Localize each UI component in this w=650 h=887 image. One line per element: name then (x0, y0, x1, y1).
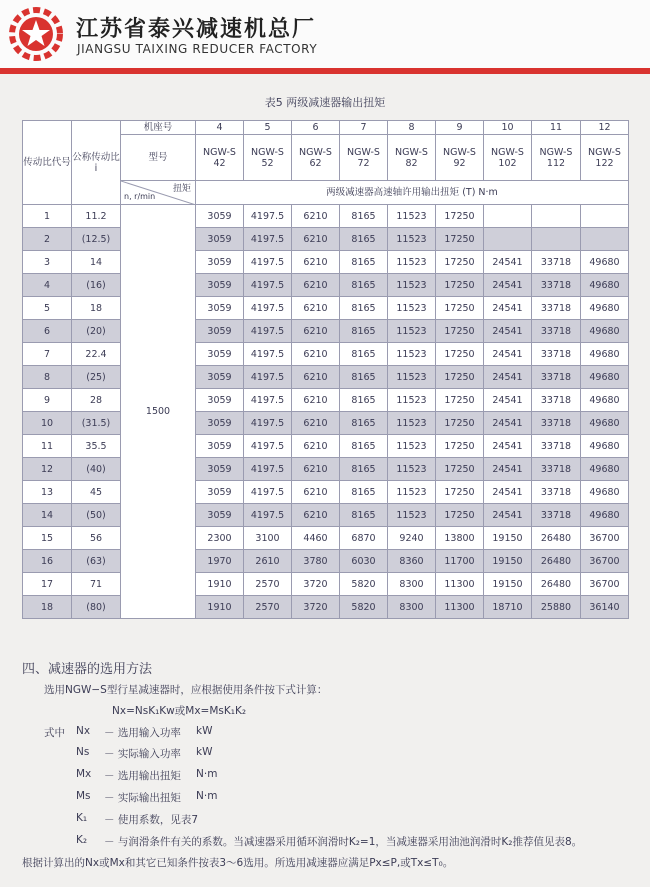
torque-value-cell: 6210 (292, 458, 340, 481)
torque-value-cell: 8165 (340, 366, 388, 389)
torque-value-cell: 6210 (292, 320, 340, 343)
nominal-ratio-cell: (31.5) (72, 412, 121, 435)
header-nominal-ratio: 公称传动比i (72, 121, 121, 205)
nominal-ratio-cell: (63) (72, 550, 121, 573)
def-unit: kW (196, 746, 213, 758)
torque-value-cell: 4197.5 (244, 297, 292, 320)
torque-value-cell: 49680 (581, 274, 629, 297)
torque-value-cell: 4197.5 (244, 458, 292, 481)
torque-value-cell: 2300 (196, 527, 244, 550)
torque-value-cell: 11523 (388, 435, 436, 458)
header-divider (0, 68, 650, 74)
torque-value-cell: 3720 (292, 596, 340, 619)
torque-value-cell: 18710 (484, 596, 532, 619)
torque-value-cell: 17250 (436, 251, 484, 274)
ratio-code-cell: 18 (23, 596, 72, 619)
torque-value-cell: 6210 (292, 297, 340, 320)
ratio-code-cell: 4 (23, 274, 72, 297)
ratio-code-cell: 8 (23, 366, 72, 389)
selection-intro: 选用NGW−S型行星减速器时，应根据使用条件按下式计算： (44, 684, 328, 696)
torque-value-cell: 24541 (484, 412, 532, 435)
torque-value-cell: 11523 (388, 481, 436, 504)
torque-value-cell: 3059 (196, 228, 244, 251)
torque-value-cell: 24541 (484, 320, 532, 343)
torque-value-cell: 33718 (532, 412, 581, 435)
torque-value-cell: 33718 (532, 435, 581, 458)
header-torque-speed-diagonal (121, 181, 196, 205)
torque-value-cell: 3059 (196, 205, 244, 228)
torque-value-cell: 17250 (436, 297, 484, 320)
ratio-code-cell: 15 (23, 527, 72, 550)
nominal-ratio-cell: 14 (72, 251, 121, 274)
table-row (23, 573, 629, 596)
nominal-ratio-cell: 56 (72, 527, 121, 550)
torque-value-cell: 3780 (292, 550, 340, 573)
torque-value-cell: 4197.5 (244, 389, 292, 412)
torque-value-cell: 11523 (388, 205, 436, 228)
torque-value-cell: 6210 (292, 251, 340, 274)
table-row (23, 504, 629, 527)
torque-value-cell: 11700 (436, 550, 484, 573)
torque-value-cell: 3059 (196, 504, 244, 527)
torque-value-cell: 24541 (484, 435, 532, 458)
torque-value-cell: 25880 (532, 596, 581, 619)
model-cell: NGW-S102 (484, 135, 532, 181)
torque-value-cell: 11523 (388, 389, 436, 412)
nominal-ratio-cell: 71 (72, 573, 121, 596)
torque-table (22, 120, 629, 619)
table-row (23, 596, 629, 619)
frame-cell: 9 (436, 121, 484, 135)
ratio-code-cell: 6 (23, 320, 72, 343)
table-row (23, 205, 629, 228)
def-text: － 使用系数，见表7 (104, 814, 199, 826)
def-symbol: Ns (76, 746, 90, 758)
torque-value-cell: 3059 (196, 320, 244, 343)
nominal-ratio-cell: (40) (72, 458, 121, 481)
torque-value-cell: 4197.5 (244, 412, 292, 435)
torque-value-cell: 8165 (340, 205, 388, 228)
company-name-cn: 江苏省泰兴减速机总厂 (76, 17, 317, 42)
torque-value-cell: 36140 (581, 596, 629, 619)
torque-value-cell: 3059 (196, 481, 244, 504)
torque-value-cell: 24541 (484, 251, 532, 274)
torque-value-cell: 24541 (484, 366, 532, 389)
factory-gear-logo-icon (8, 6, 64, 62)
torque-value-cell: 4197.5 (244, 274, 292, 297)
torque-value-cell: 24541 (484, 481, 532, 504)
torque-value-cell: 4197.5 (244, 228, 292, 251)
header-model-label: 型号 (121, 135, 196, 181)
torque-value-cell: 24541 (484, 458, 532, 481)
model-cell: NGW-S112 (532, 135, 581, 181)
torque-value-cell: 17250 (436, 274, 484, 297)
torque-value-cell: 1910 (196, 596, 244, 619)
torque-value-cell: 17250 (436, 481, 484, 504)
torque-value-cell: 6030 (340, 550, 388, 573)
torque-value-cell: 6870 (340, 527, 388, 550)
torque-value-cell: 19150 (484, 573, 532, 596)
speed-label: n, r/min (124, 192, 156, 201)
torque-value-cell: 9240 (388, 527, 436, 550)
ratio-code-cell: 14 (23, 504, 72, 527)
torque-value-cell: 24541 (484, 504, 532, 527)
torque-value-cell: 3059 (196, 343, 244, 366)
model-cell: NGW-S42 (196, 135, 244, 181)
torque-value-cell: 6210 (292, 366, 340, 389)
frame-cell: 6 (292, 121, 340, 135)
torque-value-cell: 49680 (581, 412, 629, 435)
torque-value-cell: 49680 (581, 435, 629, 458)
frame-cell: 8 (388, 121, 436, 135)
torque-value-cell: 17250 (436, 458, 484, 481)
torque-value-cell: 24541 (484, 389, 532, 412)
nominal-ratio-cell: (12.5) (72, 228, 121, 251)
def-symbol: Nx (76, 725, 91, 737)
table-row (23, 297, 629, 320)
torque-value-cell: 49680 (581, 504, 629, 527)
torque-value-cell (484, 205, 532, 228)
torque-value-cell: 3059 (196, 366, 244, 389)
torque-value-cell: 26480 (532, 573, 581, 596)
torque-value-cell: 1910 (196, 573, 244, 596)
def-symbol: Mx (76, 768, 92, 780)
nominal-ratio-cell: (50) (72, 504, 121, 527)
torque-value-cell: 2570 (244, 596, 292, 619)
torque-value-cell: 17250 (436, 412, 484, 435)
torque-value-cell: 8165 (340, 481, 388, 504)
torque-value-cell: 4197.5 (244, 343, 292, 366)
torque-value-cell: 4197.5 (244, 320, 292, 343)
table-row (23, 412, 629, 435)
torque-value-cell: 17250 (436, 389, 484, 412)
torque-value-cell: 2570 (244, 573, 292, 596)
torque-value-cell: 11300 (436, 573, 484, 596)
table-row (23, 320, 629, 343)
torque-value-cell: 8165 (340, 251, 388, 274)
page-header (0, 0, 650, 68)
frame-cell: 10 (484, 121, 532, 135)
torque-value-cell: 8165 (340, 320, 388, 343)
model-cell: NGW-S82 (388, 135, 436, 181)
torque-value-cell: 6210 (292, 481, 340, 504)
torque-value-cell: 5820 (340, 596, 388, 619)
model-cell: NGW-S92 (436, 135, 484, 181)
company-name-en: JIANGSU TAIXING REDUCER FACTORY (77, 42, 318, 56)
torque-value-cell: 3059 (196, 274, 244, 297)
torque-value-cell: 49680 (581, 251, 629, 274)
torque-value-cell: 33718 (532, 366, 581, 389)
torque-value-cell: 33718 (532, 504, 581, 527)
ratio-code-cell: 10 (23, 412, 72, 435)
model-cell: NGW-S62 (292, 135, 340, 181)
torque-value-cell: 26480 (532, 550, 581, 573)
torque-value-cell: 11523 (388, 412, 436, 435)
torque-value-cell: 17250 (436, 228, 484, 251)
torque-label: 扭矩 (172, 184, 191, 194)
table-row (23, 435, 629, 458)
torque-value-cell: 8165 (340, 343, 388, 366)
frame-cell: 5 (244, 121, 292, 135)
header-ratio-code: 传动比代号 (23, 121, 72, 205)
torque-value-cell (581, 205, 629, 228)
def-unit: N·m (196, 790, 218, 802)
selection-conclusion: 根据计算出的Nx或Mx和其它已知条件按表3～6选用。所选用减速器应满足Px≤P,或Tx≤T₀。 (22, 857, 454, 869)
torque-value-cell: 36700 (581, 527, 629, 550)
ratio-code-cell: 17 (23, 573, 72, 596)
torque-value-cell: 2610 (244, 550, 292, 573)
frame-cell: 12 (581, 121, 629, 135)
torque-value-cell: 6210 (292, 343, 340, 366)
where-label: 式中 (44, 727, 65, 739)
table-row (23, 481, 629, 504)
table-row (23, 274, 629, 297)
frame-cell: 7 (340, 121, 388, 135)
table-row (23, 366, 629, 389)
nominal-ratio-cell: 45 (72, 481, 121, 504)
torque-value-cell (532, 205, 581, 228)
torque-value-cell: 33718 (532, 481, 581, 504)
frame-cell: 11 (532, 121, 581, 135)
torque-value-cell: 11523 (388, 228, 436, 251)
ratio-code-cell: 2 (23, 228, 72, 251)
nominal-ratio-cell: (16) (72, 274, 121, 297)
torque-value-cell: 3059 (196, 412, 244, 435)
torque-value-cell: 8300 (388, 573, 436, 596)
ratio-code-cell: 12 (23, 458, 72, 481)
torque-value-cell: 8165 (340, 297, 388, 320)
model-cell: NGW-S52 (244, 135, 292, 181)
torque-value-cell: 17250 (436, 343, 484, 366)
torque-value-cell: 8165 (340, 458, 388, 481)
torque-value-cell: 11300 (436, 596, 484, 619)
torque-value-cell: 11523 (388, 343, 436, 366)
torque-value-cell: 13800 (436, 527, 484, 550)
speed-value-cell: 1500 (121, 205, 196, 619)
def-symbol: K₁ (76, 812, 88, 824)
torque-value-cell: 8165 (340, 389, 388, 412)
torque-value-cell: 33718 (532, 389, 581, 412)
ratio-code-cell: 9 (23, 389, 72, 412)
model-cell: NGW-S72 (340, 135, 388, 181)
nominal-ratio-cell: (80) (72, 596, 121, 619)
torque-value-cell: 33718 (532, 297, 581, 320)
torque-value-cell: 19150 (484, 550, 532, 573)
model-cell: NGW-S122 (581, 135, 629, 181)
torque-value-cell: 1970 (196, 550, 244, 573)
table-row (23, 389, 629, 412)
torque-value-cell: 36700 (581, 573, 629, 596)
torque-value-cell (581, 228, 629, 251)
def-text: － 与润滑条件有关的系数。当减速器采用循环润滑时K₂=1，当减速器采用油池润滑时K₂推荐值见表8。 (104, 836, 583, 848)
torque-value-cell: 36700 (581, 550, 629, 573)
torque-value-cell: 11523 (388, 274, 436, 297)
torque-value-cell (532, 228, 581, 251)
def-text: － 选用输出扭矩 (104, 770, 181, 782)
torque-value-cell: 49680 (581, 481, 629, 504)
torque-value-cell: 33718 (532, 251, 581, 274)
nominal-ratio-cell: (25) (72, 366, 121, 389)
table-row (23, 550, 629, 573)
torque-value-cell: 33718 (532, 458, 581, 481)
torque-value-cell: 11523 (388, 504, 436, 527)
ratio-code-cell: 7 (23, 343, 72, 366)
frame-cell: 4 (196, 121, 244, 135)
torque-value-cell: 3100 (244, 527, 292, 550)
torque-value-cell: 24541 (484, 343, 532, 366)
torque-value-cell: 4197.5 (244, 435, 292, 458)
torque-value-cell: 4197.5 (244, 251, 292, 274)
torque-value-cell: 4197.5 (244, 504, 292, 527)
ratio-code-cell: 1 (23, 205, 72, 228)
torque-value-cell: 17250 (436, 504, 484, 527)
torque-value-cell: 8360 (388, 550, 436, 573)
torque-value-cell: 3059 (196, 389, 244, 412)
torque-value-cell: 17250 (436, 205, 484, 228)
table-row (23, 343, 629, 366)
nominal-ratio-cell: 11.2 (72, 205, 121, 228)
torque-value-cell: 49680 (581, 297, 629, 320)
torque-value-cell: 17250 (436, 366, 484, 389)
def-text: － 实际输入功率 (104, 748, 181, 760)
header-frame-label: 机座号 (121, 121, 196, 135)
torque-value-cell: 33718 (532, 274, 581, 297)
torque-value-cell: 4197.5 (244, 205, 292, 228)
torque-value-cell: 3059 (196, 297, 244, 320)
torque-value-cell: 8165 (340, 435, 388, 458)
torque-value-cell: 17250 (436, 320, 484, 343)
torque-value-cell: 3059 (196, 435, 244, 458)
torque-value-cell: 8165 (340, 274, 388, 297)
torque-value-cell: 4197.5 (244, 481, 292, 504)
section-heading: 四、减速器的选用方法 (22, 662, 153, 677)
table-row (23, 228, 629, 251)
torque-value-cell: 49680 (581, 458, 629, 481)
torque-value-cell: 49680 (581, 343, 629, 366)
nominal-ratio-cell: 22.4 (72, 343, 121, 366)
nominal-ratio-cell: 28 (72, 389, 121, 412)
torque-value-cell: 3059 (196, 458, 244, 481)
def-text: － 实际输出扭矩 (104, 792, 181, 804)
torque-value-cell: 6210 (292, 389, 340, 412)
def-symbol: K₂ (76, 834, 88, 846)
torque-value-cell: 17250 (436, 435, 484, 458)
torque-value-cell: 8165 (340, 504, 388, 527)
torque-value-cell: 3720 (292, 573, 340, 596)
torque-value-cell: 26480 (532, 527, 581, 550)
torque-value-cell: 33718 (532, 343, 581, 366)
torque-value-cell: 4460 (292, 527, 340, 550)
torque-value-cell: 6210 (292, 504, 340, 527)
def-unit: kW (196, 725, 213, 737)
ratio-code-cell: 13 (23, 481, 72, 504)
nominal-ratio-cell: 18 (72, 297, 121, 320)
torque-value-cell: 6210 (292, 412, 340, 435)
torque-value-cell: 11523 (388, 320, 436, 343)
ratio-code-cell: 11 (23, 435, 72, 458)
torque-value-cell: 5820 (340, 573, 388, 596)
selection-formula: Nx=NsK₁Kw或Mx=MsK₁K₂ (112, 705, 247, 717)
nominal-ratio-cell: (20) (72, 320, 121, 343)
torque-value-cell: 11523 (388, 251, 436, 274)
torque-value-cell: 49680 (581, 320, 629, 343)
table-title: 表5 两级减速器输出扭矩 (264, 96, 386, 109)
torque-value-cell: 3059 (196, 251, 244, 274)
torque-value-cell: 8165 (340, 412, 388, 435)
torque-value-cell: 8300 (388, 596, 436, 619)
torque-span-label: 两级减速器高速轴许用输出扭矩 (T) N·m (196, 181, 629, 205)
def-text: － 选用输入功率 (104, 727, 181, 739)
def-symbol: Ms (76, 790, 91, 802)
selection-method-section (0, 650, 650, 887)
torque-value-cell: 24541 (484, 297, 532, 320)
def-unit: N·m (196, 768, 218, 780)
ratio-code-cell: 5 (23, 297, 72, 320)
torque-value-cell: 8165 (340, 228, 388, 251)
torque-value-cell: 4197.5 (244, 366, 292, 389)
table-row (23, 527, 629, 550)
torque-value-cell: 11523 (388, 366, 436, 389)
torque-value-cell: 11523 (388, 458, 436, 481)
torque-value-cell (484, 228, 532, 251)
nominal-ratio-cell: 35.5 (72, 435, 121, 458)
torque-value-cell: 19150 (484, 527, 532, 550)
table-row (23, 251, 629, 274)
torque-value-cell: 33718 (532, 320, 581, 343)
torque-value-cell: 49680 (581, 366, 629, 389)
table-row (23, 458, 629, 481)
torque-value-cell: 24541 (484, 274, 532, 297)
ratio-code-cell: 16 (23, 550, 72, 573)
torque-value-cell: 11523 (388, 297, 436, 320)
torque-value-cell: 6210 (292, 228, 340, 251)
torque-value-cell: 6210 (292, 435, 340, 458)
torque-value-cell: 49680 (581, 389, 629, 412)
torque-value-cell: 6210 (292, 205, 340, 228)
torque-value-cell: 6210 (292, 274, 340, 297)
ratio-code-cell: 3 (23, 251, 72, 274)
